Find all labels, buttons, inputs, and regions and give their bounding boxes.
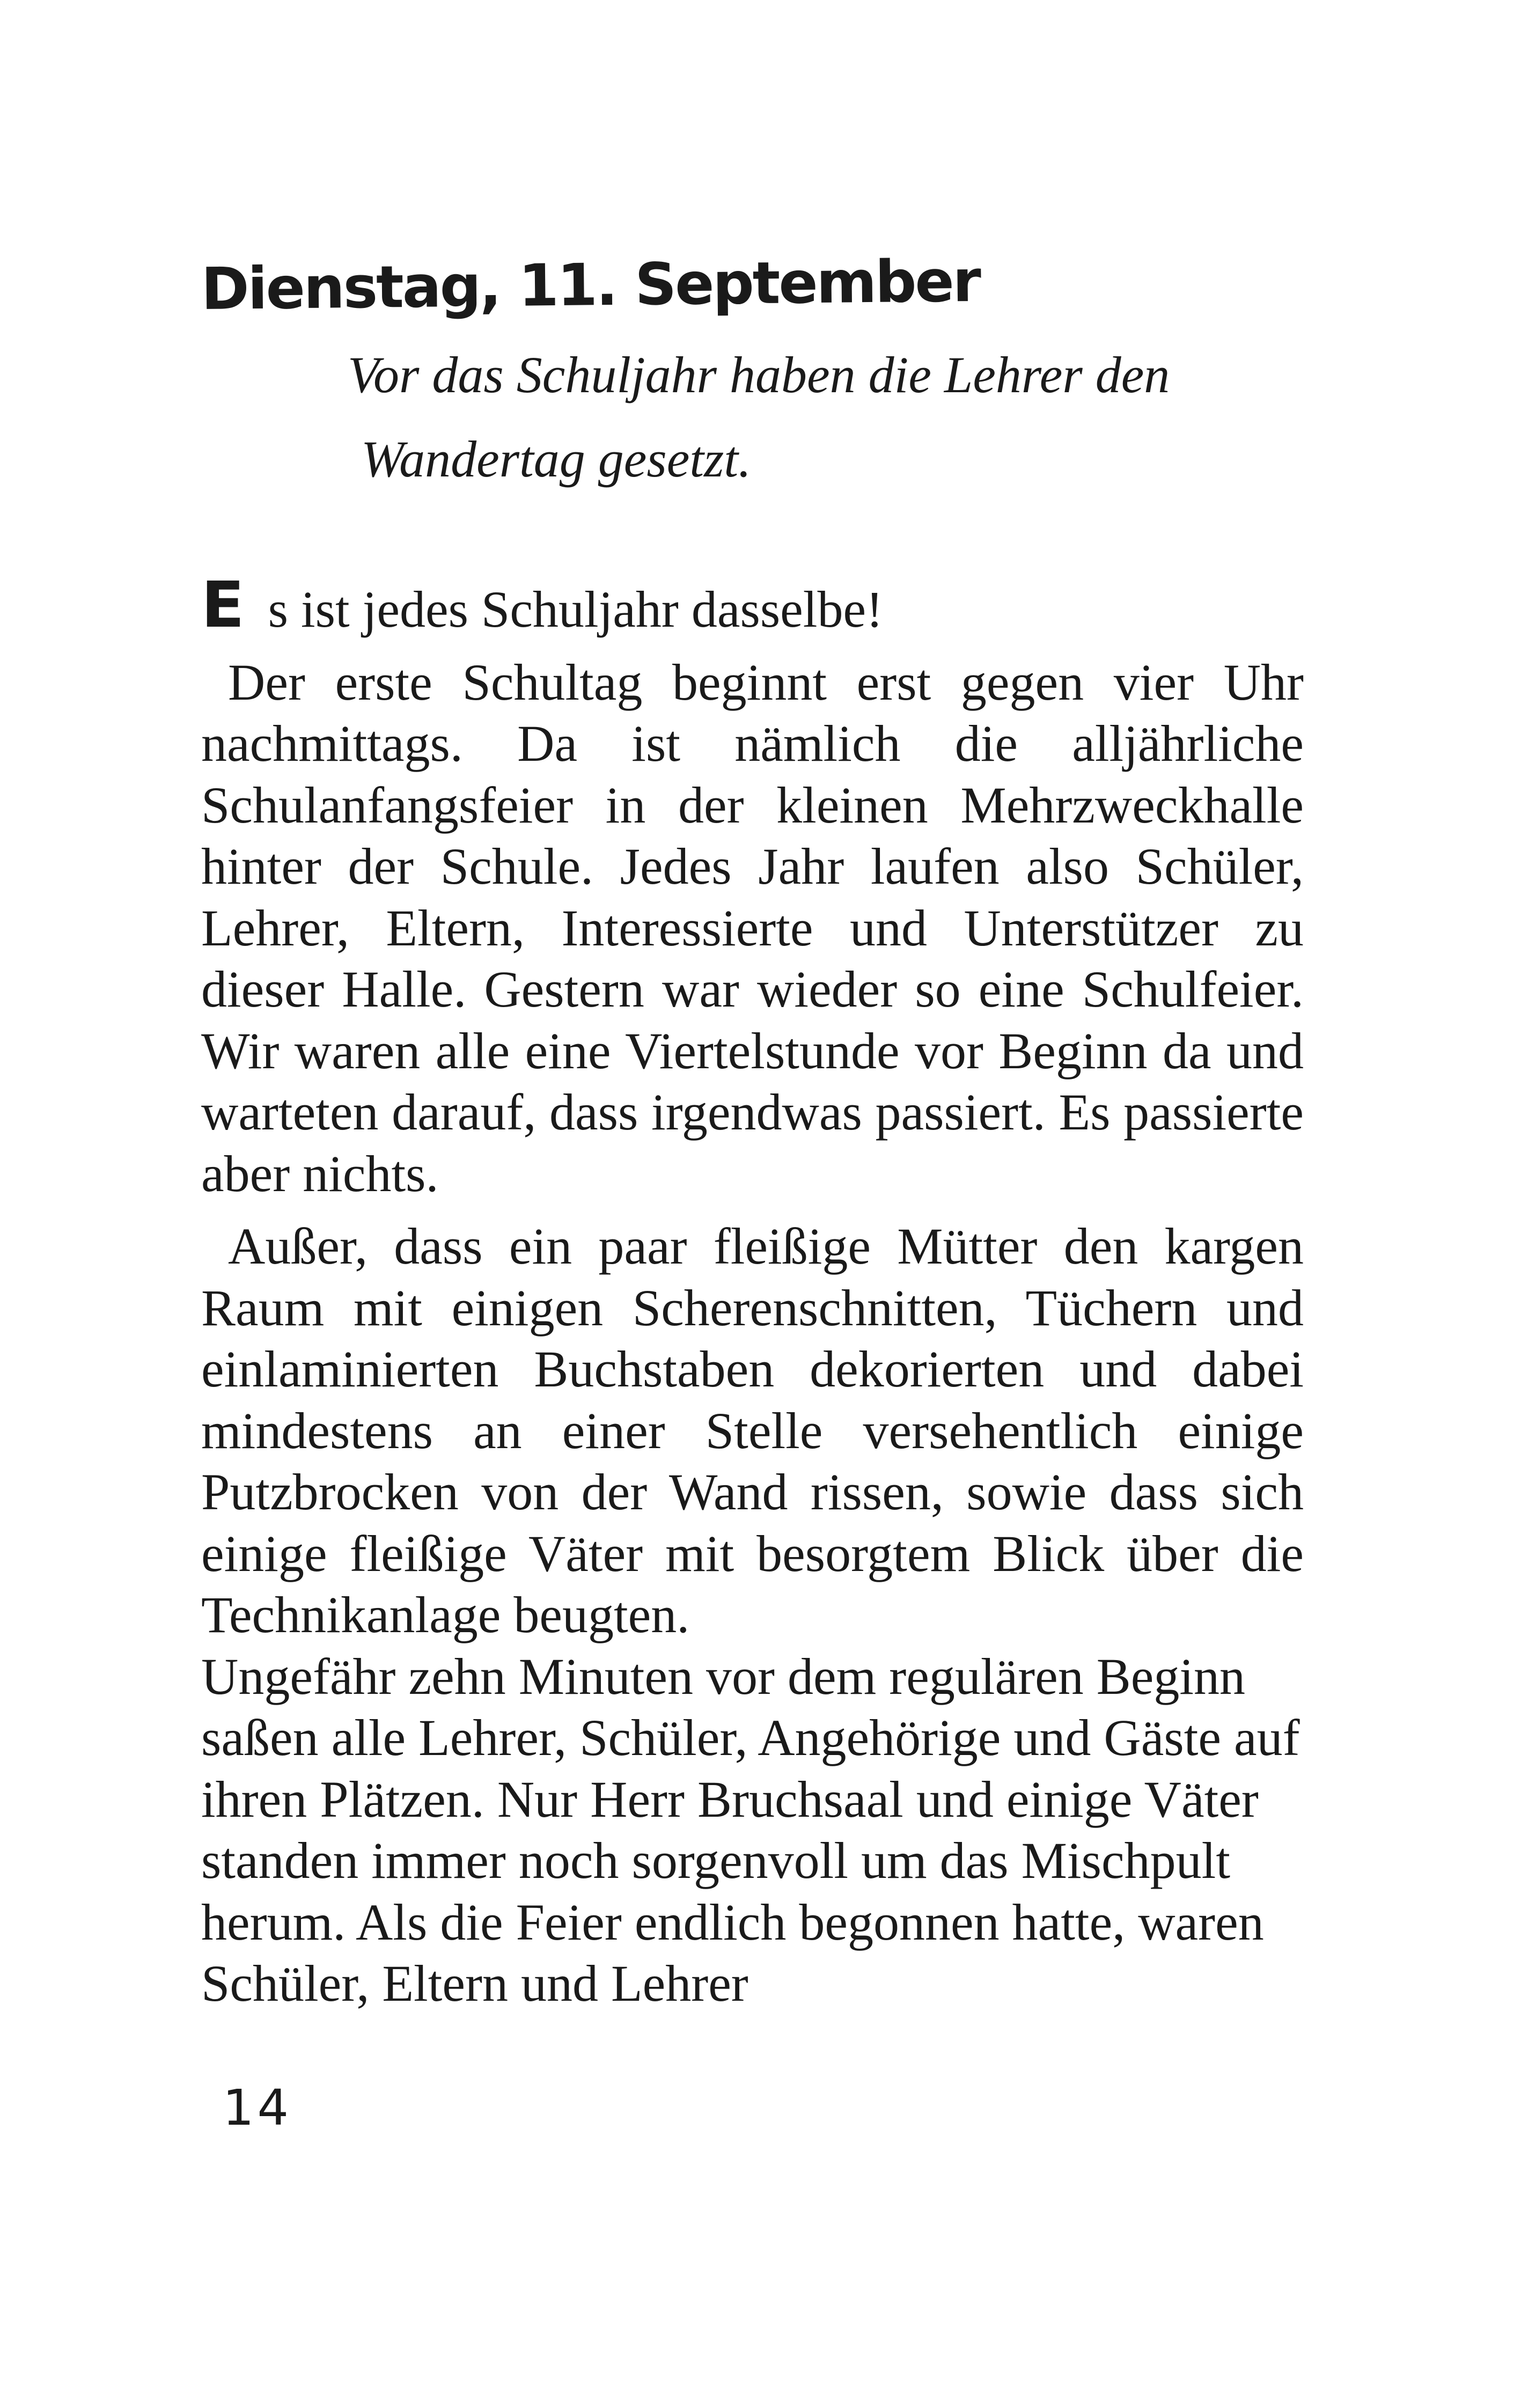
motto-line-2: Wandertag gesetzt.	[361, 430, 752, 488]
chapter-motto	[348, 333, 1170, 501]
paragraph-2: Außer, dass ein paar fleißige Mütter den kargen Raum mit einigen Scherenschnitten, Tüchern und einlaminierten Buchstaben dekorierten und dabei mindestens an einer Stelle versehentlich einige Putzbrocken von der Wand rissen, sowie dass sich einige fleißige Väter mit besorgtem Blick über die Technikanlage beugten.	[201, 1217, 1304, 1643]
motto-line-1: Vor das Schuljahr haben die Lehrer den	[348, 346, 1170, 403]
drop-cap: E	[201, 568, 245, 642]
paragraph-3: Ungefähr zehn Minuten vor dem regulären Beginn saßen alle Lehrer, Schüler, Angehörige und Gäste auf ihren Plätzen. Nur Herr Bruchsaal und einige Väter standen immer noch sorgenvoll um das Mischpult herum. Als die Feier endlich begonnen hatte, waren Schüler, Eltern und Lehrer	[201, 1647, 1300, 2012]
paragraph-1: Der erste Schultag beginnt erst gegen vier Uhr nachmittags. Da ist nämlich die alljährliche Schulanfangsfeier in der kleinen Mehrzweckhalle hinter der Schule. Jedes Jahr laufen also Schüler, Lehrer, Eltern, Interessierte und Unterstützer zu dieser Halle. Gestern war wieder so eine Schulfeier. Wir waren alle eine Viertelstunde vor Beginn da und warteten darauf, dass irgendwas passiert. Es passierte aber nichts.	[201, 653, 1304, 1202]
opening-line-text: s ist jedes Schuljahr dasselbe!	[268, 581, 884, 638]
body-text	[201, 568, 1304, 2015]
page-number: 14	[223, 2079, 292, 2137]
chapter-date-heading: Dienstag, 11. September	[201, 247, 980, 323]
opening-line	[201, 568, 1304, 642]
